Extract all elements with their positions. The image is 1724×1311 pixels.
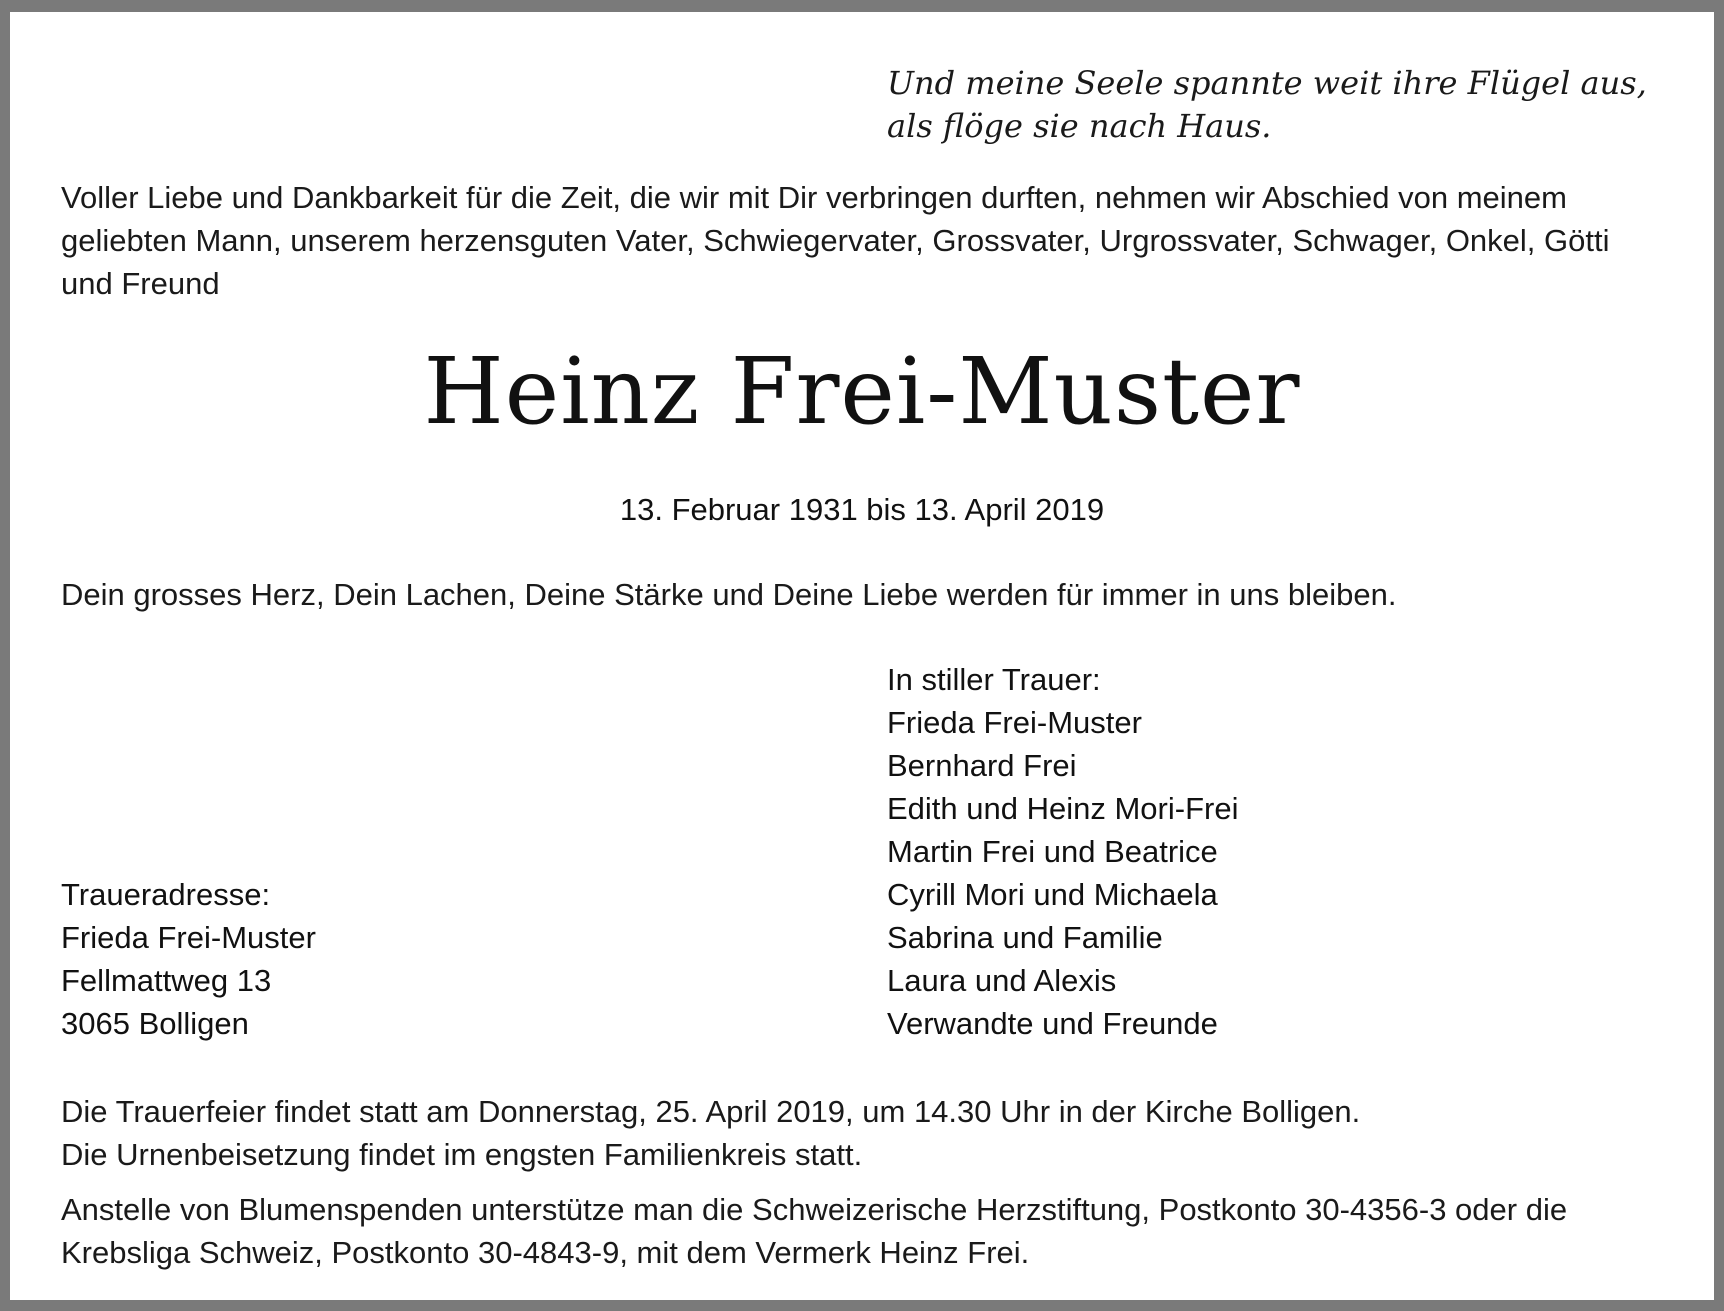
mourner-name: Bernhard Frei: [887, 748, 1077, 783]
mourner-name: Sabrina und Familie: [887, 920, 1163, 955]
donation-line-2: Krebsliga Schweiz, Postkonto 30-4843-9, mit dem Vermerk Heinz Frei.: [61, 1235, 1030, 1270]
address-city: 3065 Bolligen: [61, 1006, 249, 1041]
mourner-name: Verwandte und Freunde: [887, 1006, 1218, 1041]
mourner-name: Laura und Alexis: [887, 963, 1117, 998]
address-name: Frieda Frei-Muster: [61, 920, 316, 955]
motto-verse: [887, 62, 1647, 148]
motto-line-1: Und meine Seele spannte weit ihre Flügel aus,: [887, 64, 1647, 102]
intro-line-1: Voller Liebe und Dankbarkeit für die Zeit, die wir mit Dir verbringen durften, nehmen wir Abschied von meinem: [61, 180, 1567, 215]
mourner-name: Martin Frei und Beatrice: [887, 834, 1218, 869]
donation-paragraph: [61, 1188, 1664, 1274]
service-line-1: Die Trauerfeier findet statt am Donnerstag, 25. April 2019, um 14.30 Uhr in der Kirche Bolligen.: [61, 1094, 1361, 1129]
mourner-name: Frieda Frei-Muster: [887, 705, 1142, 740]
life-dates: 13. Februar 1931 bis 13. April 2019: [619, 492, 1105, 527]
motto-line-2: als flöge sie nach Haus.: [887, 107, 1272, 145]
intro-line-2: geliebten Mann, unserem herzensguten Vater, Schwiegervater, Grossvater, Urgrossvater, Schwager, Onkel, Götti: [61, 223, 1610, 258]
mourner-name: Edith und Heinz Mori-Frei: [887, 791, 1239, 826]
mourners-heading: In stiller Trauer:: [887, 662, 1101, 697]
intro-paragraph: [61, 176, 1664, 305]
obituary-page: [10, 12, 1714, 1300]
mourner-name: Cyrill Mori und Michaela: [887, 877, 1218, 912]
legacy-sentence: Dein grosses Herz, Dein Lachen, Deine Stärke und Deine Liebe werden für immer in uns bleiben.: [61, 577, 1397, 612]
deceased-name: Heinz Frei-Muster: [423, 338, 1301, 445]
intro-line-3: und Freund: [61, 266, 220, 301]
mourners-list: [887, 658, 1238, 1045]
address-street: Fellmattweg 13: [61, 963, 272, 998]
service-line-2: Die Urnenbeisetzung findet im engsten Familienkreis statt.: [61, 1137, 863, 1172]
address-heading: Traueradresse:: [61, 877, 271, 912]
service-paragraph: [61, 1090, 1664, 1176]
mourning-address: [61, 873, 316, 1045]
donation-line-1: Anstelle von Blumenspenden unterstütze man die Schweizerische Herzstiftung, Postkonto 30-4356-3 oder die: [61, 1192, 1568, 1227]
